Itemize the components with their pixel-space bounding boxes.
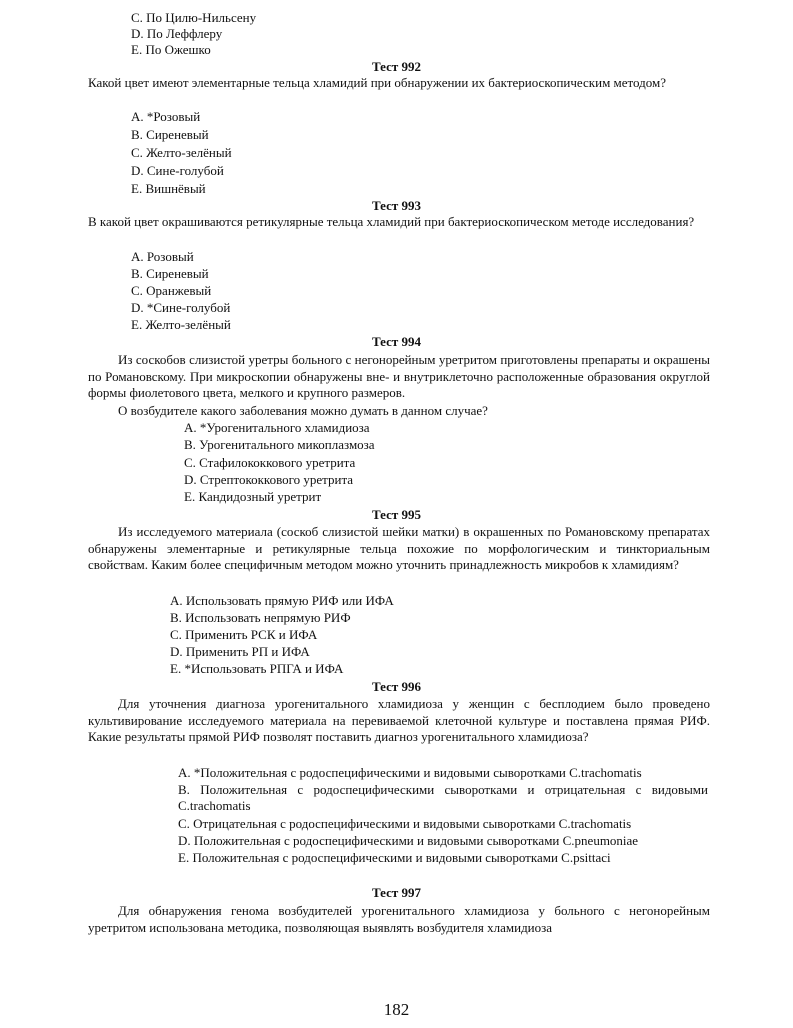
answer-option: B. Урогенитального микоплазмоза (184, 437, 375, 452)
answer-option: A. *Урогенитального хламидиоза (184, 420, 370, 435)
test-question: Какой цвет имеют элементарные тельца хламидий при обнаружении их бактериоскопическим методом? (88, 75, 667, 90)
answer-option: B. Использовать непрямую РИФ (170, 610, 351, 625)
test-title: Тест 997 (371, 885, 421, 900)
answer-option: B. Сиреневый (131, 266, 209, 281)
test-question-followup: О возбудителе какого заболевания можно думать в данном случае? (118, 403, 488, 418)
option-c: C. По Цилю-Нильсену (131, 10, 257, 25)
page-number: 182 (383, 1000, 410, 1019)
answer-option: B. Сиреневый (131, 127, 209, 142)
answer-option: C. Желто-зелёный (131, 145, 232, 160)
test-title: Тест 994 (371, 334, 421, 349)
test-question: Из соскобов слизистой уретры больного с негонорейным уретритом приготовлены препараты и окрашены по Романовскому. При микроскопии обнаружены вне- и внутриклеточно расположенные образования округлой формы фиолетового цвета, мелкого и крупного размеров. (88, 352, 710, 400)
test-question: Из исследуемого материала (соскоб слизистой шейки матки) в окрашенных по Романовскому препаратах обнаружены элементарные и ретикулярные тельца похожие по морфологическим и тинкториальным свойствам. Каким более специфичным методом можно уточнить принадлежность микробов к хламидиям? (88, 524, 710, 572)
test-question: Для обнаружения генома возбудителей урогенитального хламидиоза у больного с негонорейным уретритом использована методика, позволяющая выявлять возбудителя хламидиоза (88, 903, 710, 935)
answer-option: E. Положительная с родоспецифическими и видовыми сыворотками C.psittaci (178, 850, 611, 865)
answer-option: D. Стрептококкового уретрита (184, 472, 354, 487)
answer-option: C. Применить РСК и ИФА (170, 627, 318, 642)
test-title: Тест 993 (371, 198, 421, 213)
answer-option: C. Отрицательная с родоспецифическими и видовыми сыворотками C.trachomatis (178, 816, 632, 831)
answer-option: C. Оранжевый (131, 283, 212, 298)
answer-option: D. Положительная с родоспецифическими и видовыми сыворотками C.pneumoniae (178, 833, 639, 848)
answer-option: D. Сине-голубой (131, 163, 224, 178)
option-d: D. По Леффлеру (131, 26, 223, 41)
answer-option: B. Положительная с родоспецифическими сыворотками и отрицательная с видовыми C.trachomatis (178, 782, 708, 813)
test-title: Тест 992 (371, 59, 421, 74)
test-question: Для уточнения диагноза урогенитального хламидиоза у женщин с бесплодием было проведено культивирование исследуемого материала на перевиваемой клеточной культуре и поставлена прямая РИФ. Какие результаты прямой РИФ позволят поставить диагноз урогенитального хламидиоза? (88, 696, 710, 744)
answer-option: E. Вишнёвый (131, 181, 206, 196)
answer-option: D. *Сине-голубой (131, 300, 231, 315)
answer-option: A. *Розовый (131, 109, 201, 124)
answer-option: E. Кандидозный уретрит (184, 489, 322, 504)
test-title: Тест 995 (371, 507, 421, 522)
option-e: E. По Ожешко (131, 42, 211, 57)
answer-option: D. Применить РП и ИФА (170, 644, 310, 659)
answer-option: A. *Положительная с родоспецифическими и видовыми сыворотками C.trachomatis (178, 765, 642, 780)
answer-option: A. Розовый (131, 249, 194, 264)
answer-option: C. Стафилококкового уретрита (184, 455, 356, 470)
test-title: Тест 996 (371, 679, 421, 694)
answer-option: A. Использовать прямую РИФ или ИФА (170, 593, 394, 608)
test-question: В какой цвет окрашиваются ретикулярные тельца хламидий при бактериоскопическом методе исследования? (88, 214, 695, 229)
answer-option: E. Желто-зелёный (131, 317, 231, 332)
answer-option: E. *Использовать РПГА и ИФА (170, 661, 344, 676)
